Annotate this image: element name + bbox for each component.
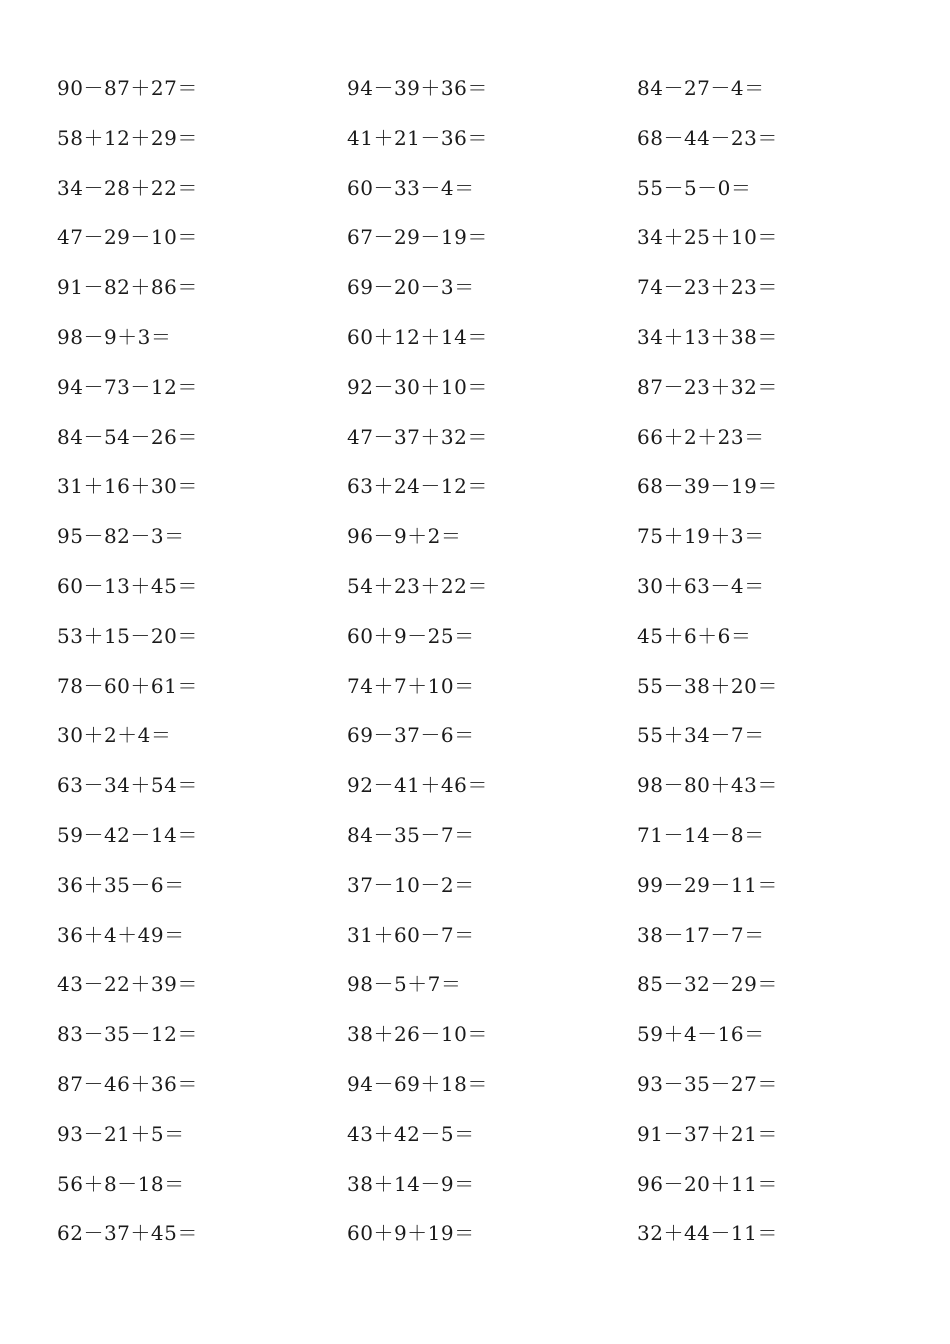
math-problem: 67－29－19＝ — [347, 225, 488, 250]
math-problem: 84－35－7＝ — [347, 822, 475, 847]
math-problem: 55－5－0＝ — [637, 175, 752, 200]
math-problem: 60＋9＋19＝ — [347, 1221, 475, 1246]
math-problem: 75＋19＋3＝ — [637, 524, 765, 549]
math-problem: 94－39＋36＝ — [347, 76, 488, 100]
math-problem: 59＋4－16＝ — [637, 1022, 765, 1047]
math-problem: 94－69＋18＝ — [347, 1071, 488, 1096]
math-problem: 63＋24－12＝ — [347, 474, 488, 499]
math-problem: 68－39－19＝ — [637, 474, 778, 499]
math-problem: 78－60＋61＝ — [57, 673, 198, 698]
math-problem: 90－87＋27＝ — [57, 76, 198, 100]
math-problem: 58＋12＋29＝ — [57, 125, 198, 150]
math-problem: 60－13＋45＝ — [57, 573, 198, 598]
math-problem: 56＋8－18＝ — [57, 1171, 185, 1196]
math-problem: 53＋15－20＝ — [57, 623, 198, 648]
math-problem: 43＋42－5＝ — [347, 1121, 475, 1146]
math-problem: 87－46＋36＝ — [57, 1071, 198, 1096]
math-problem: 66＋2＋23＝ — [637, 424, 765, 449]
math-problem: 91－82＋86＝ — [57, 275, 198, 300]
math-problem: 93－35－27＝ — [637, 1071, 778, 1096]
math-problem: 38＋26－10＝ — [347, 1022, 488, 1047]
problem-column-1 — [57, 74, 198, 1269]
math-problem: 55－38＋20＝ — [637, 673, 778, 698]
math-problem: 84－54－26＝ — [57, 424, 198, 449]
math-problem: 63－34＋54＝ — [57, 773, 198, 798]
math-problem: 98－9＋3＝ — [57, 324, 172, 349]
math-problem: 91－37＋21＝ — [637, 1121, 778, 1146]
math-problem: 62－37＋45＝ — [57, 1221, 198, 1246]
math-problem: 37－10－2＝ — [347, 872, 475, 897]
math-problem: 83－35－12＝ — [57, 1022, 198, 1047]
math-problem: 87－23＋32＝ — [637, 374, 778, 399]
math-problem: 85－32－29＝ — [637, 972, 778, 997]
problem-column-3 — [637, 74, 778, 1269]
math-problem: 60＋9－25＝ — [347, 623, 475, 648]
math-problem: 43－22＋39＝ — [57, 972, 198, 997]
math-problem: 32＋44－11＝ — [637, 1221, 778, 1246]
math-problem: 30＋63－4＝ — [637, 573, 765, 598]
math-problem: 55＋34－7＝ — [637, 723, 765, 748]
math-problem: 38－17－7＝ — [637, 922, 765, 947]
math-problem: 34＋25＋10＝ — [637, 225, 778, 250]
math-problem: 38＋14－9＝ — [347, 1171, 475, 1196]
math-problem: 60＋12＋14＝ — [347, 324, 488, 349]
math-problem: 98－5＋7＝ — [347, 972, 462, 997]
problem-column-2 — [347, 74, 488, 1269]
math-problem: 36＋35－6＝ — [57, 872, 185, 897]
math-problem: 71－14－8＝ — [637, 822, 765, 847]
math-problem: 93－21＋5＝ — [57, 1121, 185, 1146]
math-problem: 34－28＋22＝ — [57, 175, 198, 200]
math-problem: 34＋13＋38＝ — [637, 324, 778, 349]
math-problem: 92－30＋10＝ — [347, 374, 488, 399]
math-problem: 47－29－10＝ — [57, 225, 198, 250]
math-problem: 95－82－3＝ — [57, 524, 185, 549]
math-problem: 54＋23＋22＝ — [347, 573, 488, 598]
math-problem: 68－44－23＝ — [637, 125, 778, 150]
math-problem: 60－33－4＝ — [347, 175, 475, 200]
math-problem: 74＋7＋10＝ — [347, 673, 475, 698]
math-problem: 36＋4＋49＝ — [57, 922, 185, 947]
math-problem: 69－20－3＝ — [347, 275, 475, 300]
math-problem: 45＋6＋6＝ — [637, 623, 752, 648]
math-problem: 74－23＋23＝ — [637, 275, 778, 300]
math-problem: 59－42－14＝ — [57, 822, 198, 847]
math-problem: 94－73－12＝ — [57, 374, 198, 399]
math-problem: 84－27－4＝ — [637, 76, 765, 100]
math-problem: 96－20＋11＝ — [637, 1171, 778, 1196]
math-problem: 99－29－11＝ — [637, 872, 778, 897]
math-problem: 41＋21－36＝ — [347, 125, 488, 150]
math-problem: 96－9＋2＝ — [347, 524, 462, 549]
math-problem: 47－37＋32＝ — [347, 424, 488, 449]
math-problem: 92－41＋46＝ — [347, 773, 488, 798]
math-problem: 98－80＋43＝ — [637, 773, 778, 798]
math-problem: 30＋2＋4＝ — [57, 723, 172, 748]
math-problem: 31＋16＋30＝ — [57, 474, 198, 499]
math-problem: 69－37－6＝ — [347, 723, 475, 748]
math-problem: 31＋60－7＝ — [347, 922, 475, 947]
